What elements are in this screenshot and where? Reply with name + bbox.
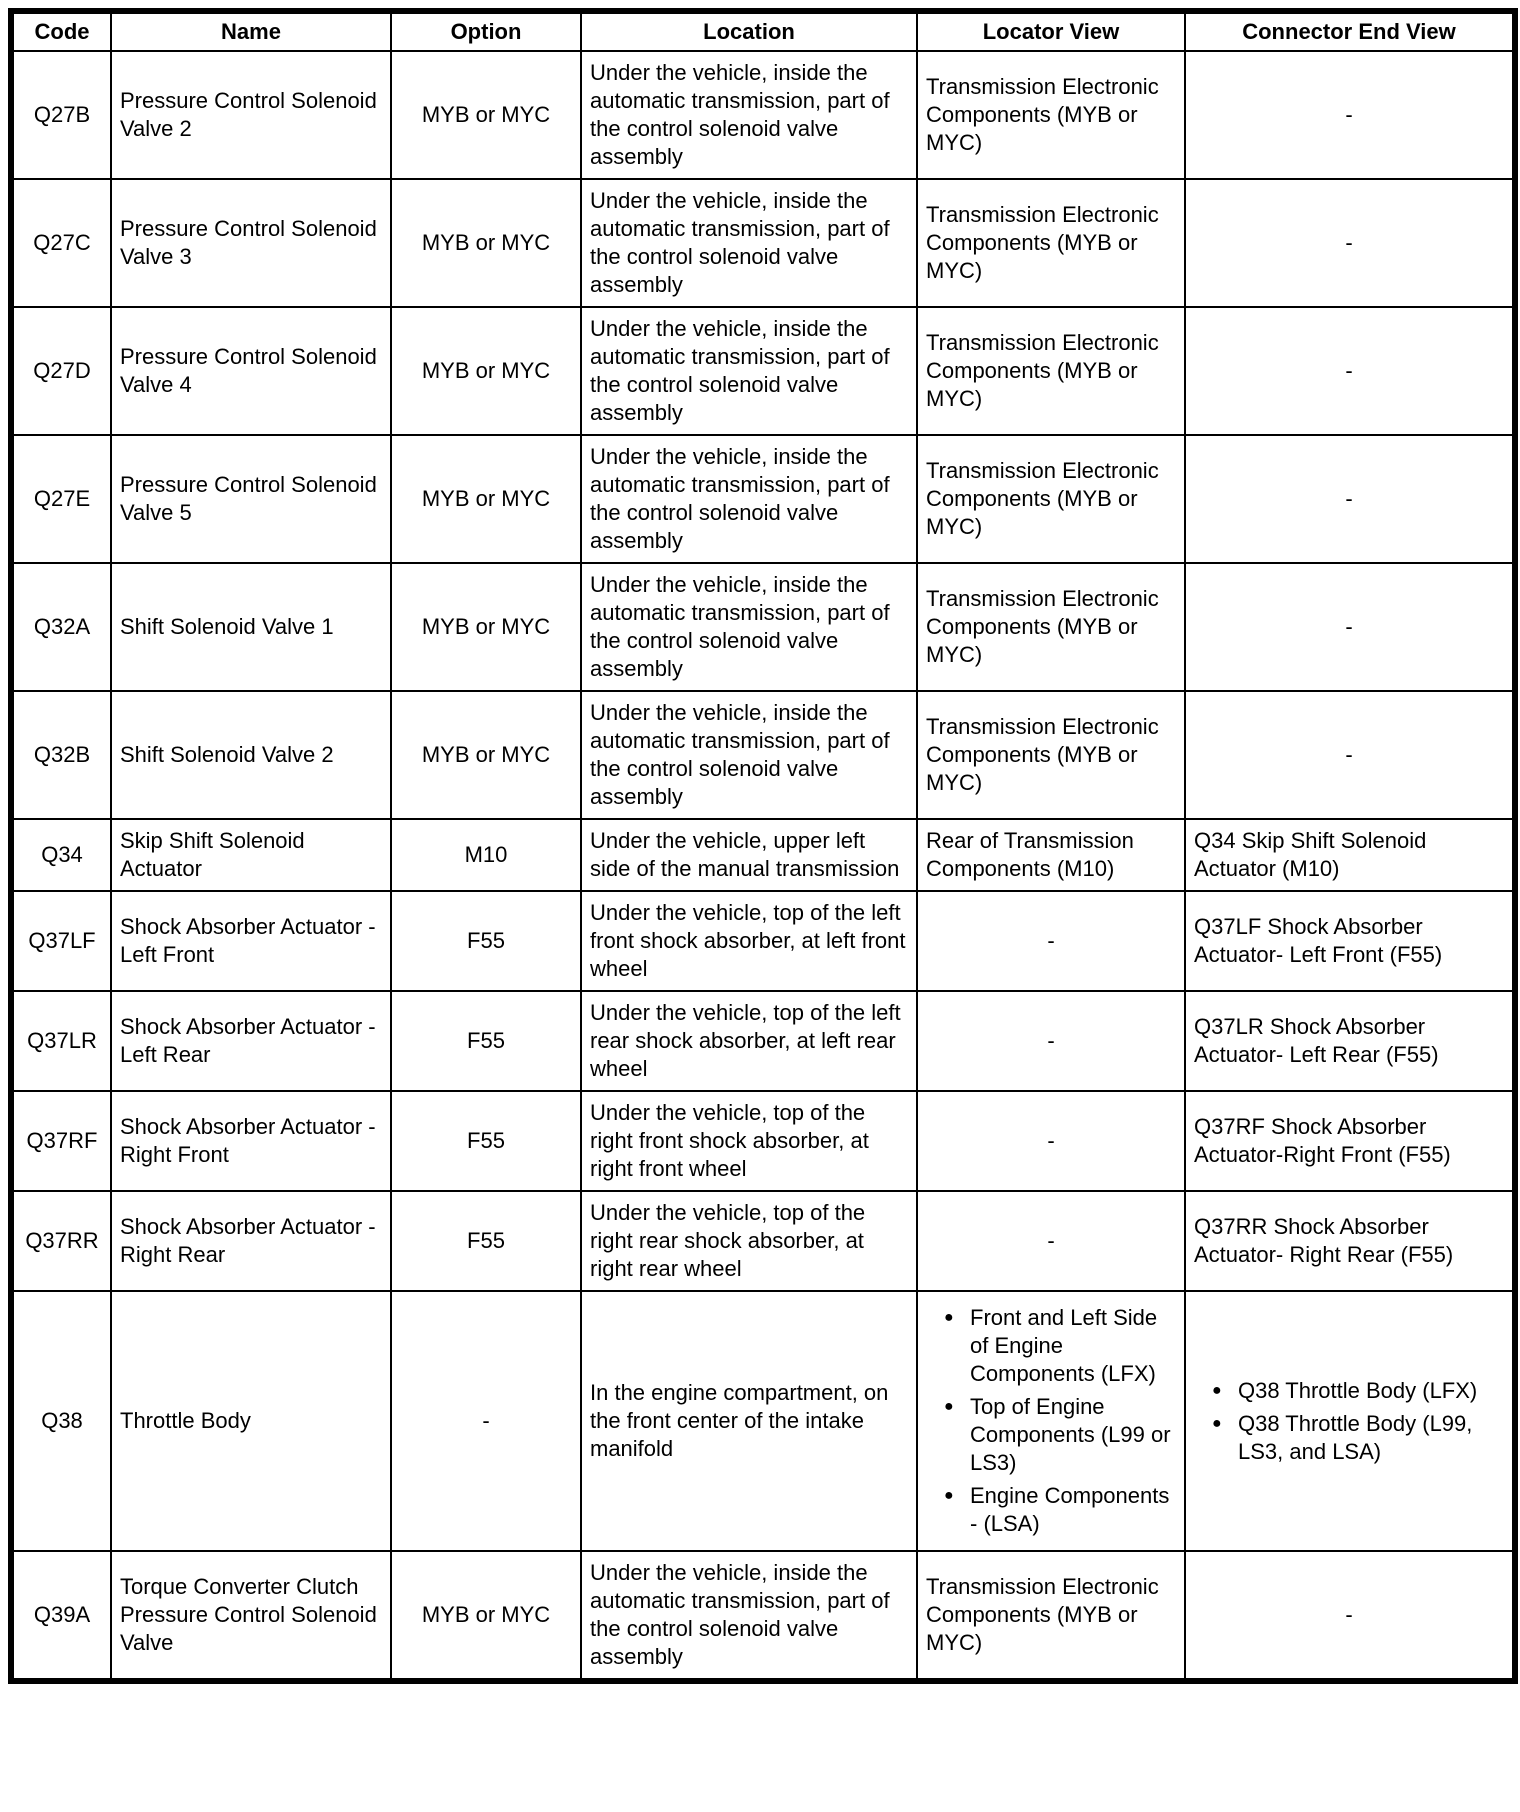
cell-connector_end_view: - [1185, 691, 1515, 819]
cell-locator_view: Transmission Electronic Components (MYB or MYC) [917, 307, 1185, 435]
cell-name: Pressure Control Solenoid Valve 5 [111, 435, 391, 563]
cell-name: Shock Absorber Actuator - Left Front [111, 891, 391, 991]
cell-option: - [391, 1291, 581, 1551]
table-row [11, 179, 1515, 307]
column-header-option: Option [391, 11, 581, 51]
cell-code: Q27E [11, 435, 111, 563]
cell-name: Shock Absorber Actuator - Right Front [111, 1091, 391, 1191]
header-row [11, 11, 1515, 51]
table-row [11, 1091, 1515, 1191]
cell-connector_end_view: - [1185, 1551, 1515, 1681]
cell-locator_view: Transmission Electronic Components (MYB or MYC) [917, 691, 1185, 819]
cell-code: Q39A [11, 1551, 111, 1681]
cell-connector_end_view: Q37RF Shock Absorber Actuator-Right Front (F55) [1185, 1091, 1515, 1191]
cell-location: Under the vehicle, top of the left rear shock absorber, at left rear wheel [581, 991, 917, 1091]
cell-option: MYB or MYC [391, 563, 581, 691]
cell-code: Q32B [11, 691, 111, 819]
column-header-name: Name [111, 11, 391, 51]
cell-connector_end_view: Q37LR Shock Absorber Actuator- Left Rear (F55) [1185, 991, 1515, 1091]
cell-option: M10 [391, 819, 581, 891]
cell-code: Q34 [11, 819, 111, 891]
cell-code: Q37RR [11, 1191, 111, 1291]
component-locator-table [8, 8, 1518, 1684]
cell-connector_end_view: - [1185, 307, 1515, 435]
cell-connector_end_view: - [1185, 179, 1515, 307]
cell-locator_view: - [917, 1191, 1185, 1291]
bullet-item: ● Engine Components - (LSA) [944, 1482, 1176, 1538]
cell-name: Torque Converter Clutch Pressure Control Solenoid Valve [111, 1551, 391, 1681]
table-row [11, 891, 1515, 991]
cell-locator_view: - [917, 991, 1185, 1091]
column-header-locator_view: Locator View [917, 11, 1185, 51]
cell-locator_view: - [917, 1091, 1185, 1191]
cell-connector_end_view: Q34 Skip Shift Solenoid Actuator (M10) [1185, 819, 1515, 891]
cell-location: Under the vehicle, inside the automatic transmission, part of the control solenoid valve assembly [581, 563, 917, 691]
cell-option: MYB or MYC [391, 1551, 581, 1681]
table-row [11, 1291, 1515, 1551]
cell-locator_view: Transmission Electronic Components (MYB or MYC) [917, 51, 1185, 179]
cell-option: MYB or MYC [391, 691, 581, 819]
cell-location: In the engine compartment, on the front center of the intake manifold [581, 1291, 917, 1551]
cell-option: F55 [391, 1091, 581, 1191]
cell-locator_view: Transmission Electronic Components (MYB or MYC) [917, 435, 1185, 563]
cell-locator_view: Transmission Electronic Components (MYB or MYC) [917, 1551, 1185, 1681]
cell-connector_end_view: Q37LF Shock Absorber Actuator- Left Front (F55) [1185, 891, 1515, 991]
cell-connector_end_view [1185, 1291, 1515, 1551]
cell-connector_end_view: Q37RR Shock Absorber Actuator- Right Rear (F55) [1185, 1191, 1515, 1291]
cell-location: Under the vehicle, inside the automatic transmission, part of the control solenoid valve assembly [581, 51, 917, 179]
cell-option: MYB or MYC [391, 435, 581, 563]
cell-locator_view: Rear of Transmission Components (M10) [917, 819, 1185, 891]
column-header-location: Location [581, 11, 917, 51]
table-row [11, 1551, 1515, 1681]
bullet-item: ● Top of Engine Components (L99 or LS3) [944, 1393, 1176, 1477]
cell-code: Q37RF [11, 1091, 111, 1191]
cell-code: Q37LF [11, 891, 111, 991]
table-row [11, 307, 1515, 435]
cell-code: Q27C [11, 179, 111, 307]
cell-option: MYB or MYC [391, 307, 581, 435]
cell-location: Under the vehicle, top of the right rear shock absorber, at right rear wheel [581, 1191, 917, 1291]
column-header-code: Code [11, 11, 111, 51]
table-row [11, 435, 1515, 563]
cell-option: MYB or MYC [391, 179, 581, 307]
bullet-list [1194, 1377, 1504, 1466]
cell-location: Under the vehicle, top of the left front shock absorber, at left front wheel [581, 891, 917, 991]
cell-connector_end_view: - [1185, 435, 1515, 563]
cell-location: Under the vehicle, inside the automatic transmission, part of the control solenoid valve assembly [581, 691, 917, 819]
cell-location: Under the vehicle, inside the automatic transmission, part of the control solenoid valve assembly [581, 307, 917, 435]
cell-location: Under the vehicle, inside the automatic transmission, part of the control solenoid valve assembly [581, 1551, 917, 1681]
cell-connector_end_view: - [1185, 51, 1515, 179]
cell-name: Shift Solenoid Valve 2 [111, 691, 391, 819]
table-row [11, 991, 1515, 1091]
table-row [11, 819, 1515, 891]
cell-option: F55 [391, 891, 581, 991]
cell-location: Under the vehicle, inside the automatic transmission, part of the control solenoid valve assembly [581, 179, 917, 307]
table-row [11, 1191, 1515, 1291]
table-body [11, 51, 1515, 1681]
cell-name: Pressure Control Solenoid Valve 3 [111, 179, 391, 307]
cell-name: Throttle Body [111, 1291, 391, 1551]
cell-name: Pressure Control Solenoid Valve 2 [111, 51, 391, 179]
cell-location: Under the vehicle, inside the automatic transmission, part of the control solenoid valve assembly [581, 435, 917, 563]
cell-locator_view: - [917, 891, 1185, 991]
cell-locator_view [917, 1291, 1185, 1551]
cell-location: Under the vehicle, upper left side of the manual transmission [581, 819, 917, 891]
cell-option: F55 [391, 1191, 581, 1291]
bullet-list [926, 1304, 1176, 1538]
cell-name: Shock Absorber Actuator - Left Rear [111, 991, 391, 1091]
table-row [11, 563, 1515, 691]
cell-name: Shock Absorber Actuator - Right Rear [111, 1191, 391, 1291]
cell-code: Q38 [11, 1291, 111, 1551]
bullet-item: ● Q38 Throttle Body (L99, LS3, and LSA) [1212, 1410, 1504, 1466]
bullet-item: ● Front and Left Side of Engine Components (LFX) [944, 1304, 1176, 1388]
table-row [11, 51, 1515, 179]
cell-locator_view: Transmission Electronic Components (MYB or MYC) [917, 563, 1185, 691]
bullet-item: ● Q38 Throttle Body (LFX) [1212, 1377, 1504, 1405]
cell-code: Q32A [11, 563, 111, 691]
cell-connector_end_view: - [1185, 563, 1515, 691]
cell-option: MYB or MYC [391, 51, 581, 179]
cell-option: F55 [391, 991, 581, 1091]
cell-name: Shift Solenoid Valve 1 [111, 563, 391, 691]
cell-name: Skip Shift Solenoid Actuator [111, 819, 391, 891]
cell-code: Q37LR [11, 991, 111, 1091]
cell-locator_view: Transmission Electronic Components (MYB or MYC) [917, 179, 1185, 307]
column-header-connector_end_view: Connector End View [1185, 11, 1515, 51]
cell-code: Q27D [11, 307, 111, 435]
cell-location: Under the vehicle, top of the right front shock absorber, at right front wheel [581, 1091, 917, 1191]
table-row [11, 691, 1515, 819]
cell-code: Q27B [11, 51, 111, 179]
cell-name: Pressure Control Solenoid Valve 4 [111, 307, 391, 435]
